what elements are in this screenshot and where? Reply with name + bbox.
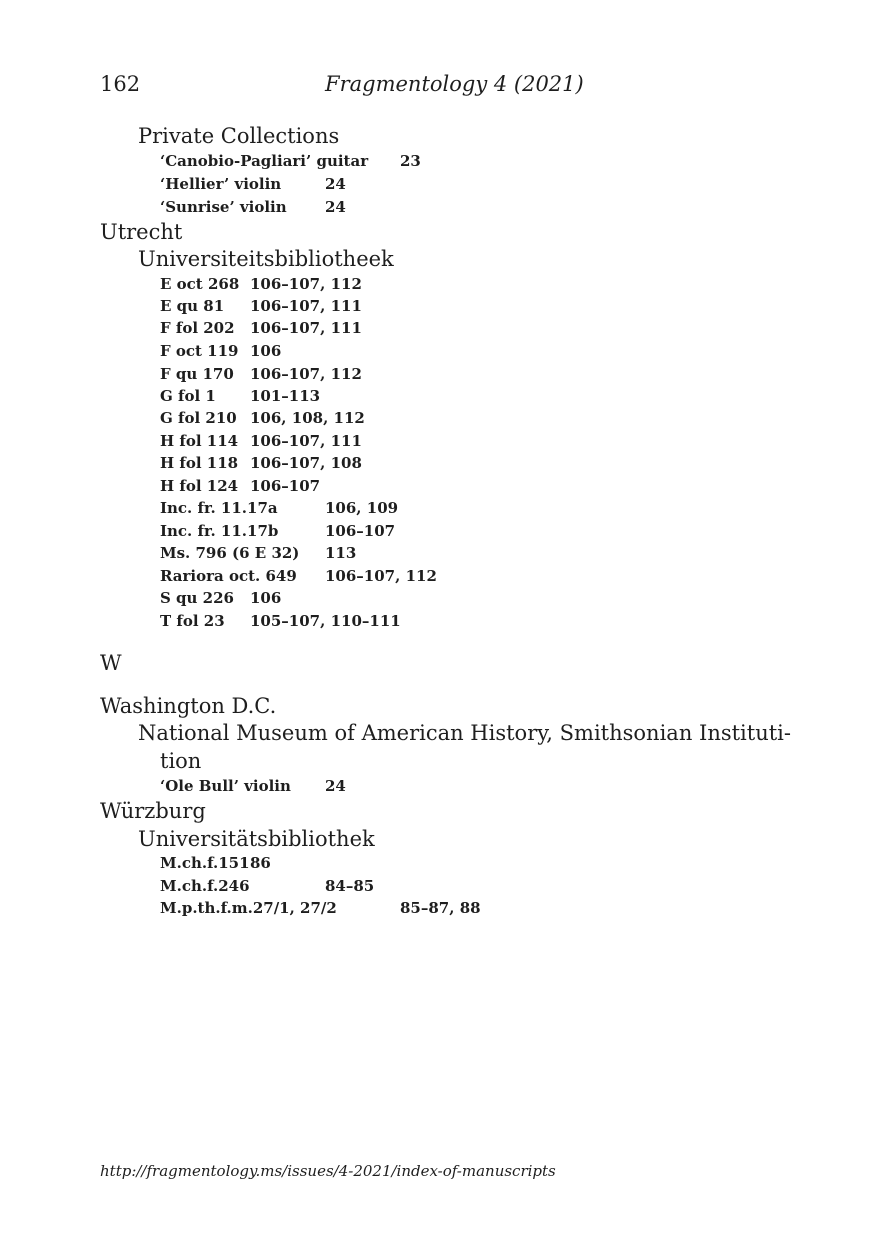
library-heading-washington: National Museum of American History, Smithsonian Instituti- xyxy=(138,721,791,745)
entry-pages: 23 xyxy=(400,152,421,170)
entry-shelfmark: H fol 118 xyxy=(160,454,239,472)
entry-shelfmark: Rariora oct. 649 xyxy=(160,567,297,585)
entry-shelfmark: M.p.th.f.m.27/1, 27/2 xyxy=(160,899,337,917)
entry-shelfmark: ‘Canobio-Pagliari’ guitar xyxy=(160,152,369,170)
city-heading-utrecht: Utrecht xyxy=(100,220,183,244)
entry-pages: 106–107, 112 xyxy=(250,275,362,293)
entry-shelfmark: M.ch.f.246 xyxy=(160,877,250,895)
entry-pages: 101–113 xyxy=(250,387,321,405)
entry-pages: 106–107, 112 xyxy=(325,567,437,585)
library-heading-wurzburg: Universitätsbibliothek xyxy=(138,827,375,851)
entry-pages: 24 xyxy=(325,198,346,216)
running-title: Fragmentology 4 (2021) xyxy=(325,72,584,96)
entry-pages: 106–107, 111 xyxy=(250,432,362,450)
entry-pages: 106 xyxy=(250,589,282,607)
entry-shelfmark: H fol 114 xyxy=(160,432,239,450)
entry-shelfmark: Inc. fr. 11.17a xyxy=(160,499,278,517)
entry-shelfmark: F oct 119 xyxy=(160,342,239,360)
entry-shelfmark: G fol 210 xyxy=(160,409,237,427)
entry-pages: 106, 109 xyxy=(325,499,399,517)
entry-shelfmark: G fol 1 xyxy=(160,387,216,405)
index-letter-heading: W xyxy=(100,651,122,675)
collection-heading-private: Private Collections xyxy=(138,124,340,148)
entry-pages: 86 xyxy=(250,854,271,872)
entry-pages: 106, 108, 112 xyxy=(250,409,365,427)
page-number: 162 xyxy=(100,72,141,96)
footer-url-link[interactable]: http://fragmentology.ms/issues/4-2021/index-of-manuscripts xyxy=(100,1162,556,1180)
entry-pages: 105–107, 110–111 xyxy=(250,612,401,630)
city-heading-washington: Washington D.C. xyxy=(100,694,277,718)
entry-shelfmark: H fol 124 xyxy=(160,477,239,495)
entry-pages: 106 xyxy=(250,342,282,360)
library-heading-washington-continued: tion xyxy=(160,749,202,773)
entry-shelfmark: E qu 81 xyxy=(160,297,225,315)
entry-pages: 24 xyxy=(325,777,346,795)
entry-pages: 106–107, 108 xyxy=(250,454,362,472)
entry-pages: 24 xyxy=(325,175,346,193)
entry-pages: 113 xyxy=(325,544,357,562)
entry-shelfmark: F qu 170 xyxy=(160,365,234,383)
entry-pages: 106–107, 111 xyxy=(250,319,362,337)
entry-pages: 85–87, 88 xyxy=(400,899,481,917)
entry-shelfmark: ‘Hellier’ violin xyxy=(160,175,282,193)
entry-shelfmark: F fol 202 xyxy=(160,319,235,337)
entry-shelfmark: ‘Sunrise’ violin xyxy=(160,198,287,216)
library-heading-utrecht: Universiteitsbibliotheek xyxy=(138,247,394,271)
entry-pages: 106–107, 111 xyxy=(250,297,362,315)
entry-shelfmark: E oct 268 xyxy=(160,275,240,293)
entry-pages: 84–85 xyxy=(325,877,375,895)
entry-shelfmark: ‘Ole Bull’ violin xyxy=(160,777,291,795)
entry-shelfmark: Ms. 796 (6 E 32) xyxy=(160,544,300,562)
entry-shelfmark: S qu 226 xyxy=(160,589,234,607)
entry-pages: 106–107 xyxy=(325,522,396,540)
city-heading-wurzburg: Würzburg xyxy=(100,799,206,823)
entry-pages: 106–107, 112 xyxy=(250,365,362,383)
entry-shelfmark: T fol 23 xyxy=(160,612,225,630)
entry-pages: 106–107 xyxy=(250,477,321,495)
entry-shelfmark: Inc. fr. 11.17b xyxy=(160,522,279,540)
entry-shelfmark: M.ch.f.151 xyxy=(160,854,250,872)
